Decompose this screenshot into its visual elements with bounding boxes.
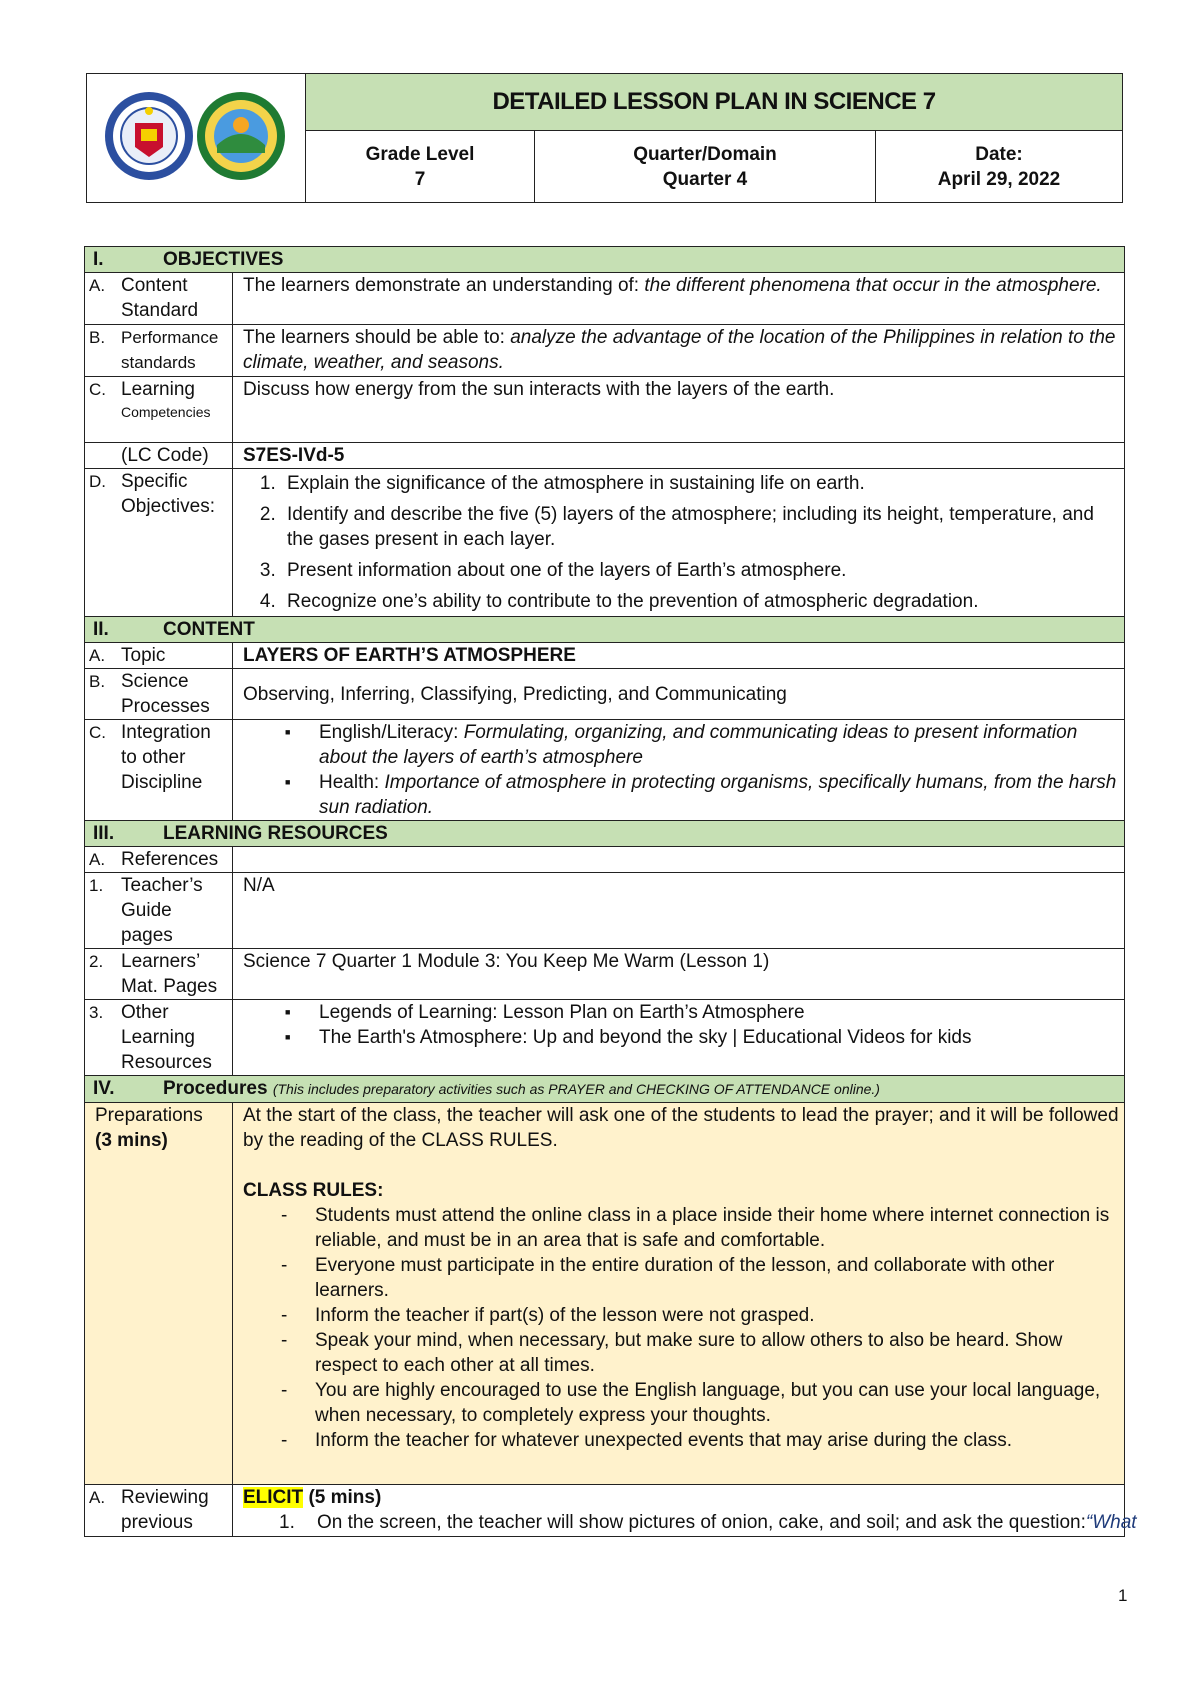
section-title: LEARNING RESOURCES xyxy=(163,823,388,844)
integration-label: Integration to other Discipline xyxy=(121,722,211,793)
section-procedures xyxy=(85,1076,1125,1103)
teacher-guide-row xyxy=(85,873,1125,949)
date-label: Date: xyxy=(975,143,1023,165)
quarter-label: Quarter/Domain xyxy=(633,143,777,165)
learners-mat-label: Learners’ Mat. Pages xyxy=(121,951,218,997)
grade-level-cell xyxy=(306,131,535,203)
row-letter: D. xyxy=(89,472,106,491)
references-label: References xyxy=(121,849,219,870)
class-rules-title: CLASS RULES: xyxy=(243,1180,384,1201)
header-table xyxy=(86,73,1123,203)
integration-row xyxy=(85,720,1125,821)
integration-list xyxy=(237,720,1120,820)
grade-level-label: Grade Level xyxy=(365,143,475,165)
item-number: 1. xyxy=(279,1512,295,1533)
competencies-label-2: Competencies xyxy=(121,404,211,420)
list-item: ■ The Earth's Atmosphere: Up and beyond the sky | Educational Videos for kids xyxy=(319,1025,1120,1050)
elicit-item xyxy=(243,1510,1137,1535)
performance-prefix: The learners should be able to: xyxy=(243,327,511,348)
content-standard-prefix: The learners demonstrate an understanding of: xyxy=(243,275,645,296)
elicit-time: (5 mins) xyxy=(303,1487,382,1508)
lc-code-row xyxy=(85,443,1125,469)
list-item: ■ Legends of Learning: Lesson Plan on Earth’s Atmosphere xyxy=(319,1000,1120,1025)
performance-standards-row xyxy=(85,325,1125,377)
date-cell xyxy=(876,131,1123,203)
section-number: III. xyxy=(93,823,115,844)
row-letter: C. xyxy=(89,723,106,742)
other-resources-row xyxy=(85,1000,1125,1076)
list-item: 2. Identify and describe the five (5) layers of the atmosphere; including its height, temperature, and the gases present in each layer. xyxy=(281,502,1120,552)
elicit-label: ELICIT xyxy=(243,1487,304,1508)
list-item: - Inform the teacher if part(s) of the lesson were not grasped. xyxy=(315,1303,1120,1328)
list-item: - Speak your mind, when necessary, but make sure to allow others to also be heard. Show respect to each other at all times. xyxy=(315,1328,1120,1378)
list-item: 1. Explain the significance of the atmosphere in sustaining life on earth. xyxy=(281,471,1120,496)
subject-label: English/Literacy: xyxy=(319,722,464,743)
competencies-row xyxy=(85,377,1125,443)
topic-row xyxy=(85,643,1125,669)
specific-objectives-list xyxy=(237,471,1120,614)
logos xyxy=(101,81,291,191)
list-item: - Everyone must participate in the entire duration of the lesson, and collaborate with other learners. xyxy=(315,1253,1120,1303)
row-letter: A. xyxy=(89,850,106,869)
learners-mat-value: Science 7 Quarter 1 Module 3: You Keep Me Warm (Lesson 1) xyxy=(233,949,1125,1000)
row-letter: 2. xyxy=(89,952,104,971)
teacher-guide-value: N/A xyxy=(233,873,1125,949)
section-number: I. xyxy=(93,249,104,270)
section-objectives xyxy=(85,247,1125,273)
specific-objectives-label: Specific Objectives: xyxy=(121,471,215,517)
subject-text: Formulating, organizing, and communicating ideas to present information about the layers of earth’s atmosphere xyxy=(319,722,1078,768)
deped-seal-icon xyxy=(105,92,193,180)
page-number: 1 xyxy=(1118,1586,1128,1605)
list-item: 4. Recognize one’s ability to contribute to the prevention of atmospheric degradation. xyxy=(281,589,1120,614)
row-letter: A. xyxy=(89,276,106,295)
subject-text: Importance of atmosphere in protecting organisms, specifically humans, from the harsh sun radiation. xyxy=(319,772,1117,818)
processes-value: Observing, Inferring, Classifying, Predicting, and Communicating xyxy=(233,669,1125,720)
grade-level-value: 7 xyxy=(414,168,426,190)
references-row xyxy=(85,847,1125,873)
class-rules-list xyxy=(243,1203,1120,1453)
procedures-note: (This includes preparatory activities such as PRAYER and CHECKING OF ATTENDANCE online.) xyxy=(272,1081,880,1097)
preparations-time: (3 mins) xyxy=(95,1130,168,1151)
row-letter: C. xyxy=(89,380,106,399)
quarter-value: Quarter 4 xyxy=(662,168,748,190)
row-letter: A. xyxy=(89,646,106,665)
list-item xyxy=(319,720,1120,770)
list-item: 3. Present information about one of the layers of Earth’s atmosphere. xyxy=(281,558,1120,583)
content-standard-row xyxy=(85,273,1125,325)
performance-text: analyze the advantage of the location of the Philippines in relation to the climate, weather, and seasons. xyxy=(243,327,1116,373)
list-item: - Students must attend the online class in a place inside their home where internet connection is reliable, and must be in an area that is safe and comfortable. xyxy=(315,1203,1120,1253)
item-text: On the screen, the teacher will show pictures of onion, cake, and soil; and ask the question: xyxy=(317,1512,1086,1533)
subject-label: Health: xyxy=(319,772,385,793)
section-number: IV. xyxy=(93,1078,115,1099)
lc-code-label: (LC Code) xyxy=(85,443,233,469)
lesson-plan-title: DETAILED LESSON PLAN IN SCIENCE 7 xyxy=(306,74,1123,131)
row-letter: A. xyxy=(89,1488,106,1507)
division-davao-seal-icon xyxy=(197,92,285,180)
preparations-intro: At the start of the class, the teacher will ask one of the students to lead the prayer; and it will be followed by the reading of the CLASS RULES. xyxy=(243,1105,1119,1151)
performance-label: Performance standards xyxy=(121,328,219,372)
section-title: Procedures xyxy=(163,1078,268,1099)
processes-label: Science Processes xyxy=(121,671,210,717)
list-item: - You are highly encouraged to use the English language, but you can use your local language, when necessary, to completely express your thoughts. xyxy=(315,1378,1120,1428)
content-standard-text: the different phenomena that occur in the atmosphere. xyxy=(644,275,1102,296)
topic-value: LAYERS OF EARTH’S ATMOSPHERE xyxy=(233,643,1125,669)
section-content xyxy=(85,617,1125,643)
lesson-plan-table xyxy=(84,246,1137,1537)
other-resources-list xyxy=(237,1000,1120,1050)
learners-mat-row xyxy=(85,949,1125,1000)
list-item xyxy=(319,770,1120,820)
item-quote: “What xyxy=(1085,1512,1137,1533)
reviewing-label: Reviewing previous xyxy=(121,1487,209,1533)
row-letter: B. xyxy=(89,328,106,347)
list-item: - Inform the teacher for whatever unexpected events that may arise during the class. xyxy=(315,1428,1120,1453)
date-value: April 29, 2022 xyxy=(937,168,1061,190)
section-resources xyxy=(85,821,1125,847)
row-letter: B. xyxy=(89,672,106,691)
competencies-text: Discuss how energy from the sun interacts with the layers of the earth. xyxy=(233,377,1125,443)
topic-label: Topic xyxy=(121,645,166,666)
science-processes-row xyxy=(85,669,1125,720)
preparations-label: Preparations xyxy=(95,1105,203,1126)
row-letter: 1. xyxy=(89,876,104,895)
reviewing-row xyxy=(85,1485,1125,1537)
teacher-guide-label: Teacher’s Guide pages xyxy=(121,875,203,946)
section-title: OBJECTIVES xyxy=(163,249,284,270)
section-title: CONTENT xyxy=(163,619,255,640)
logos-cell xyxy=(87,74,306,203)
specific-objectives-row xyxy=(85,469,1125,617)
quarter-cell xyxy=(535,131,876,203)
content-standard-label: Content Standard xyxy=(121,275,199,321)
other-resources-label: Other Learning Resources xyxy=(121,1002,212,1073)
row-letter: 3. xyxy=(89,1003,104,1022)
lc-code-value: S7ES-IVd-5 xyxy=(233,443,1125,469)
competencies-label: Learning xyxy=(121,379,195,400)
section-number: II. xyxy=(93,619,109,640)
preparations-row xyxy=(85,1103,1125,1485)
